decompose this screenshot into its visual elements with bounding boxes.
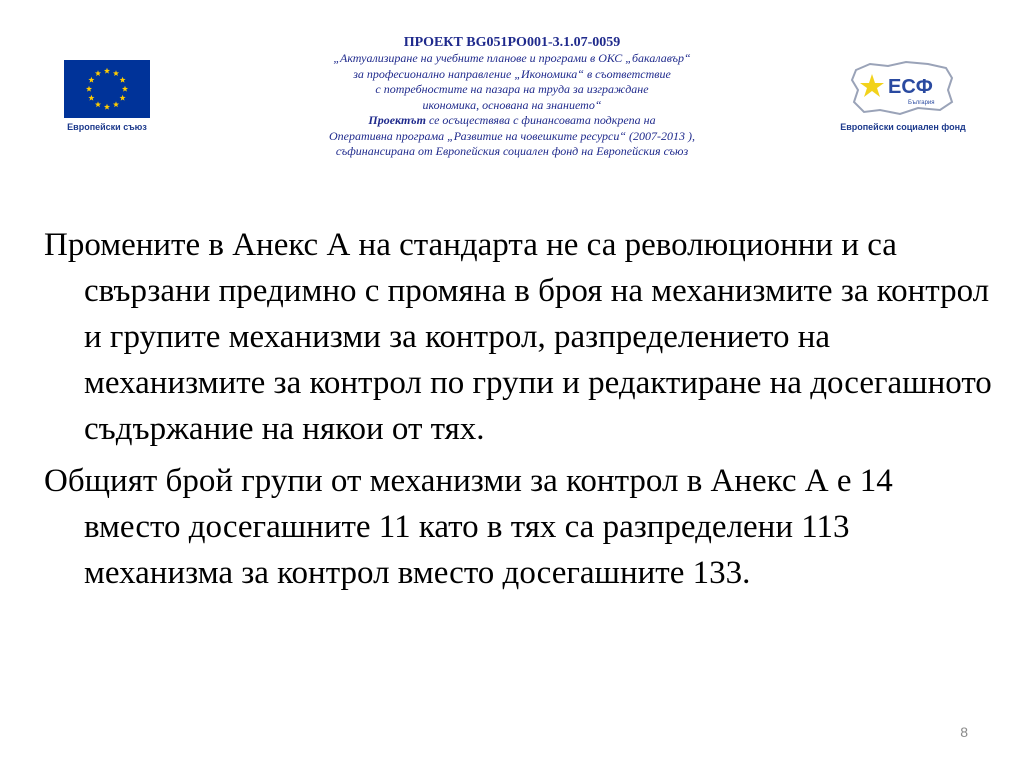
header-line-5-rest: се осъществява с финансовата подкрепа на (425, 113, 656, 127)
esf-map-icon (848, 56, 958, 118)
project-title: ПРОЕКТ BG051PO001-3.1.07-0059 (403, 35, 621, 50)
esf-mark: ЕСФ (888, 76, 933, 98)
header-line-5-bold: Проектът (368, 113, 426, 127)
header-line-4: икономика, основана на знанието“ (422, 97, 602, 112)
eu-logo (58, 58, 156, 142)
esf-sub: България (908, 100, 935, 106)
slide-body (44, 222, 994, 602)
paragraph-1: Промените в Анекс А на стандарта не са революционни и са свързани предимно с промяна в броя на механизмите за контрол и групите механизми за контрол, разпределението на механизмите за контрол по групи и редактиране на досегашното съдържание на някои от тях. (44, 227, 992, 447)
header-line-6: Оперативна програма „Развитие на човешките ресурси“ (2007-2013 ), (328, 128, 696, 143)
header-line-7: съфинансирана от Европейския социален фонд на Европейския съюз (335, 144, 689, 158)
page-number: 8 (960, 724, 968, 740)
esf-logo (838, 56, 968, 142)
header-line-1: „Актуализиране на учебните планове и програми в ОКС „бакалавър“ (333, 51, 691, 65)
paragraph-2: Общият брой групи от механизми за контрол в Анекс А е 14 вместо досегашните 11 като в тях са разпределени 113 механизма за контрол вместо досегашните 133. (44, 463, 893, 591)
eu-flag-icon (64, 60, 150, 118)
eu-caption: Европейски съюз (67, 122, 147, 132)
header-line-3: с потребностите на пазара на труда за изграждане (375, 82, 649, 96)
esf-caption: Европейски социален фонд (840, 122, 966, 132)
header-line-2: за професионално направление „Икономика“ в съответствие (353, 66, 671, 81)
